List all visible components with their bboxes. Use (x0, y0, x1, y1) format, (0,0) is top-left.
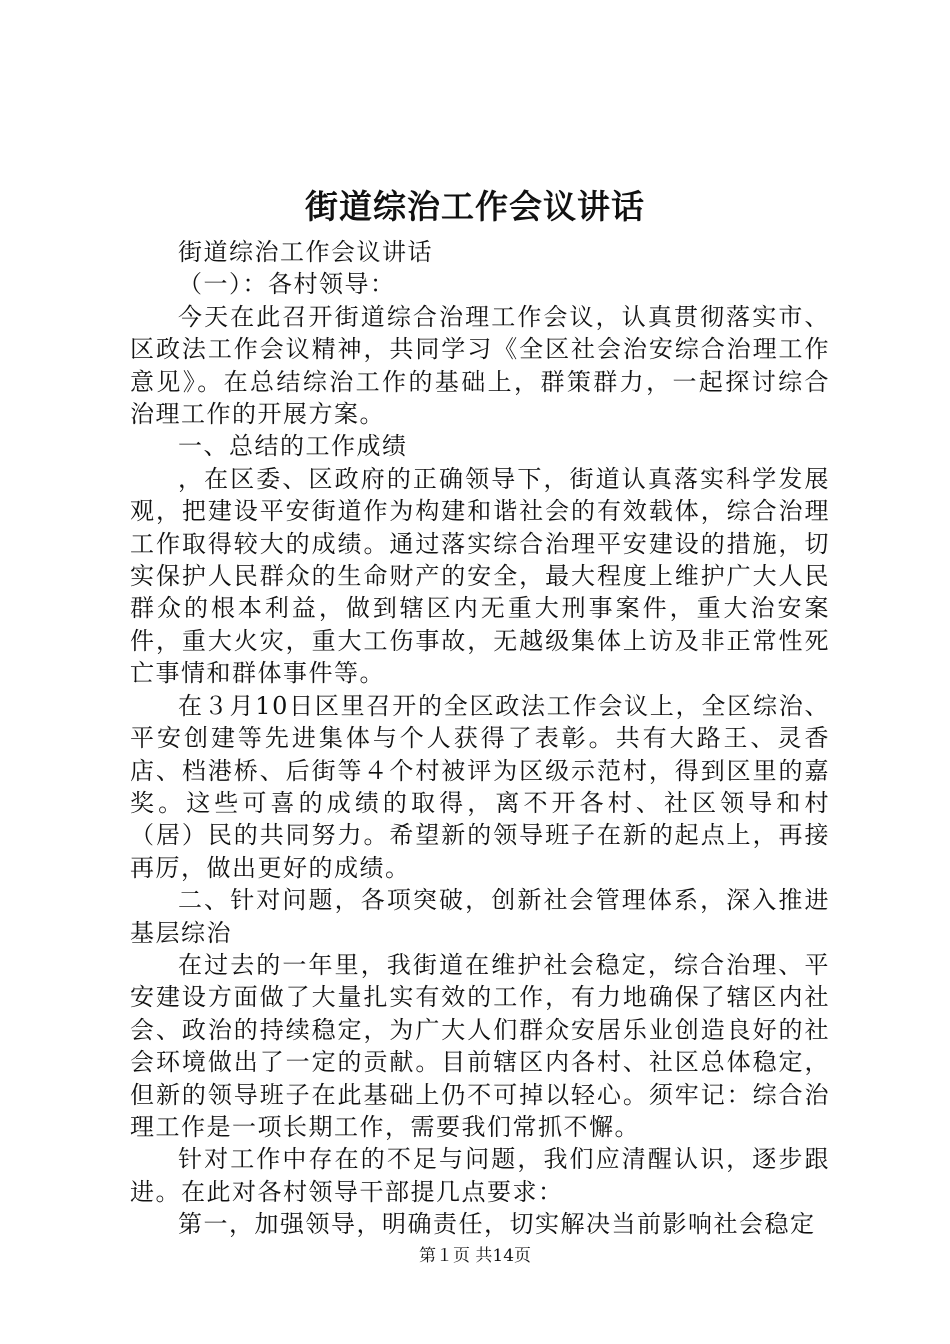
paragraph-first-point: 第一，加强领导，明确责任，切实解决当前影响社会稳定 (178, 1210, 816, 1239)
page-number-footer: 第１页 共14页 (418, 1246, 532, 1266)
paragraph-requirements: 针对工作中存在的不足与问题，我们应清醒认识，逐步跟进。在此对各村领导干部提几点要求： (130, 1145, 830, 1206)
paragraph-salutation: （一）：各村领导： (178, 270, 396, 299)
paragraph-past-year: 在过去的一年里，我街道在维护社会稳定，综合治理、平安建设方面做了大量扎实有效的工作，有力地确保了辖区内社会、政治的持续稳定，为广大人们群众安居乐业创造良好的社会环境做出了一定的贡献。目前辖区内各村、社区总体稳定，但新的领导班子在此基础上仍不可掉以轻心。须牢记：综合治理工作是一项长期工作，需要我们常抓不懈。 (130, 950, 830, 1141)
section-heading-2: 二、针对问题，各项突破，创新社会管理体系，深入推进基层综治 (130, 886, 830, 947)
document-body (130, 236, 830, 1241)
paragraph-subtitle: 街道综治工作会议讲话 (178, 238, 433, 266)
section-heading-1: 一、总结的工作成绩 (178, 432, 408, 461)
document-title: 街道综治工作会议讲话 (305, 187, 645, 226)
paragraph-achievements: ，在区委、区政府的正确领导下，街道认真落实科学发展观，把建设平安街道作为构建和谐社会的有效载体，综合治理工作取得较大的成绩。通过落实综合治理平安建设的措施，切实保护人民群众的生命财产的安全，最大程度上维护广大人民群众的根本利益，做到辖区内无重大刑事案件，重大治安案件，重大火灾，重大工伤事故，无越级集体上访及非正常性死亡事情和群体事件等。 (130, 464, 830, 688)
paragraph-intro: 今天在此召开街道综合治理工作会议，认真贯彻落实市、区政法工作会议精神，共同学习《全区社会治安综合治理工作意见》。在总结综治工作的基础上，群策群力，一起探讨综合治理工作的开展方案。 (130, 302, 830, 429)
paragraph-commendation: 在３月10日区里召开的全区政法工作会议上，全区综治、平安创建等先进集体与个人获得了表彰。共有大路王、灵香店、档港桥、后街等４个村被评为区级示范村，得到区里的嘉奖。这些可喜的成绩的取得，离不开各村、社区领导和村（居）民的共同努力。希望新的领导班子在新的起点上，再接再厉，做出更好的成绩。 (130, 691, 830, 882)
